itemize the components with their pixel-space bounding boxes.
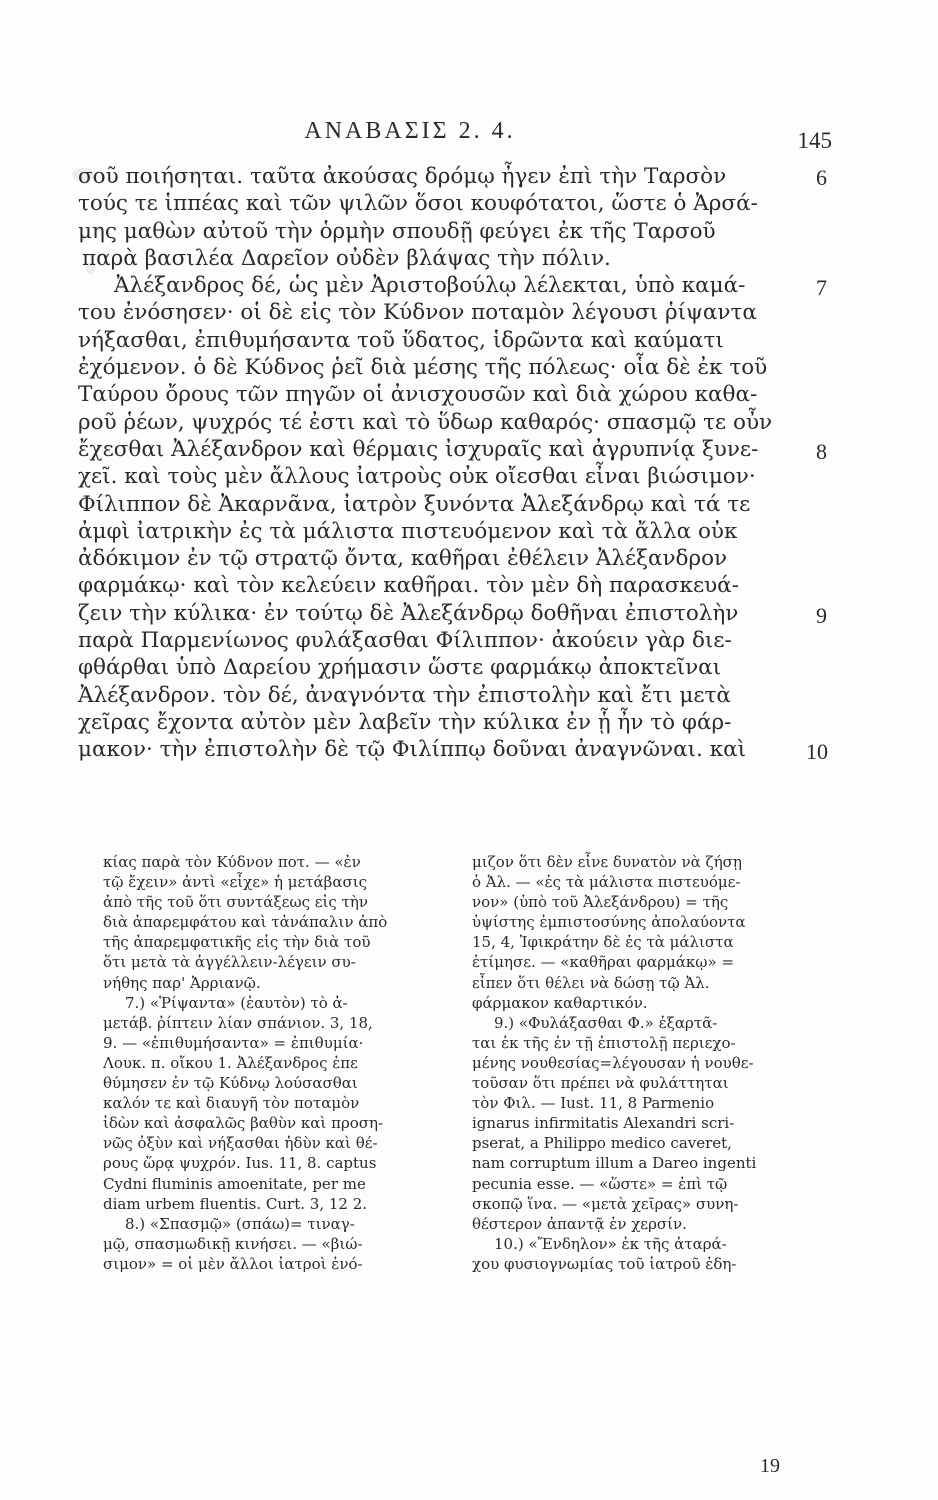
main-text-line: σοῦ ποιήσηται. ταῦτα ἀκούσας δρόμῳ ἦγεν ἐπὶ τὴν Ταρσὸν [78, 164, 727, 189]
running-title: ΑΝΑΒΑΣΙΣ 2. 4. [304, 118, 516, 144]
footnote-line: φάρμακον καθαρτικόν. [472, 993, 648, 1012]
footnote-line: σκοπῷ ἵνα. — «μετὰ χεῖρας» συνη- [472, 1194, 739, 1213]
main-text-block [78, 163, 784, 764]
footnote-line: νον» (ὑπὸ τοῦ Ἀλεξάνδρου) = τῆς [472, 893, 729, 912]
footnote-line: Λουκ. π. οἴκου 1. Ἀλέξανδρος ἐπε [103, 1053, 358, 1072]
footnote-line: ὅτι μετὰ τὰ ἀγγέλλειν-λέγειν συ- [103, 953, 356, 972]
footnote-line: μένης νουθεσίας=λέγουσαν ἡ νουθε- [472, 1053, 754, 1072]
printer-signature-mark: 19 [760, 1455, 780, 1477]
section-number: 7 [816, 275, 827, 300]
main-text-line: ἔχεσθαι Ἀλέξανδρον καὶ θέρμαις ἰσχυραῖς καὶ ἀγρυπνίᾳ ξυνε- [78, 436, 759, 462]
footnote-line: τὸν Φιλ. — Iust. 11, 8 Parmenio [472, 1094, 715, 1113]
footnote-line: διὰ ἀπαρεμφάτου καὶ τἀνάπαλιν ἀπὸ [103, 913, 388, 932]
footnote-line: ignarus infirmitatis Alexandri scri- [472, 1114, 735, 1133]
main-text-line: τούς τε ἱππέας καὶ τῶν ψιλῶν ὅσοι κουφότατοι, ὥστε ὁ Ἀρσά- [78, 191, 758, 217]
page-number: 145 [797, 128, 832, 153]
footnote-line: σιμον» = οἱ μὲν ἄλλοι ἰατροὶ ἐνό- [103, 1254, 363, 1273]
main-text-line: Ταύρου ὄρους τῶν πηγῶν οἱ ἀνισχουσῶν καὶ διὰ χώρου καθα- [78, 382, 758, 408]
footnote-line: θέστερον ἀπαντᾷ ἐν χερσίν. [472, 1214, 687, 1233]
footnote-line: 10.) «Ἔνδηλον» ἐκ τῆς ἀταρά- [494, 1234, 727, 1253]
main-text-line: Ἀλέξανδρος δέ, ὡς μὲν Ἀριστοβούλῳ λέλεκται, ὑπὸ καμά- [114, 273, 746, 299]
main-text-line: παρὰ βασιλέα Δαρεῖον οὐδὲν βλάψας τὴν πόλιν. [82, 245, 611, 271]
main-text-line: Φίλιππον δὲ Ἀκαρνᾶνα, ἰατρὸν ξυνόντα Ἀλεξάνδρῳ καὶ τά τε [78, 491, 751, 517]
footnote-line: ὁ Ἀλ. — «ἐς τὰ μάλιστα πιστευόμε- [472, 873, 741, 892]
main-text-line: του ἐνόσησεν· οἱ δὲ εἰς τὸν Κύδνον ποταμὸν λέγουσι ῥίψαντα [78, 300, 757, 326]
footnote-line: ται ἐκ τῆς ἐν τῇ ἐπιστολῇ περιεχο- [472, 1033, 736, 1052]
main-text-line: μης μαθὼν αὐτοῦ τὴν ὁρμὴν σπουδῇ φεύγει ἐκ τῆς Ταρσοῦ [78, 218, 716, 244]
footnote-line: χου φυσιογνωμίας τοῦ ἰατροῦ ἐδη- [472, 1254, 737, 1273]
footnote-line: νῶς ὀξὺν καὶ νήξασθαι ἡδὺν καὶ θέ- [103, 1134, 378, 1153]
main-text-line: χεῖ. καὶ τοὺς μὲν ἄλλους ἰατροὺς οὐκ οἴεσθαι εἶναι βιώσιμον· [78, 464, 756, 490]
footnote-line: 9. — «ἐπιθυμήσαντα» = ἐπιθυμία· [103, 1033, 364, 1052]
main-text-line: Ἀλέξανδρον. τὸν δέ, ἀναγνόντα τὴν ἐπιστολὴν καὶ ἔτι μετὰ [78, 682, 731, 708]
section-number: 6 [816, 165, 827, 190]
footnote-line: 15, 4, Ἰφικράτην δὲ ἐς τὰ μάλιστα [472, 933, 734, 952]
footnote-line: Cydni fluminis amoenitate, per me [103, 1174, 366, 1193]
section-number: 10 [806, 739, 828, 764]
footnote-line: ἰδὼν καὶ ἀσφαλῶς βαθὺν καὶ προση- [103, 1114, 384, 1133]
section-number: 9 [816, 603, 827, 628]
footnote-line: τῆς ἀπαρεμφατικῆς εἰς τὴν διὰ τοῦ [103, 933, 371, 952]
footnote-line: ἐτίμησε. — «καθῆραι φαρμάκῳ» = [472, 953, 735, 972]
footnote-line: ὑψίστης ἐμπιστοσύνης ἀπολαύοντα [472, 913, 746, 932]
main-text-line: ἀδόκιμον ἐν τῷ στρατῷ ὄντα, καθῆραι ἐθέλειν Ἀλέξανδρον [78, 546, 728, 572]
page-header [110, 118, 832, 158]
footnotes-right-column [472, 852, 782, 1274]
footnote-line: diam urbem fluentis. Curt. 3, 12 2. [103, 1194, 368, 1213]
footnote-line: 9.) «Φυλάξασθαι Φ.» ἐξαρτᾶ- [494, 1013, 718, 1032]
footnote-line: εἶπεν ὅτι θέλει νὰ δώσῃ τῷ Ἀλ. [472, 973, 710, 992]
footnotes-left-column [103, 852, 403, 1274]
main-text-line: ροῦ ῥέων, ψυχρός τέ ἐστι καὶ τὸ ὕδωρ καθαρός· σπασμῷ τε οὖν [78, 409, 773, 435]
footnote-line: καλόν τε καὶ διαυγῆ τὸν ποταμὸν [103, 1094, 360, 1113]
main-text-line: χεῖρας ἔχοντα αὐτὸν μὲν λαβεῖν τὴν κύλικα ἐν ᾗ ἦν τὸ φάρ- [78, 709, 732, 735]
footnote-line: 7.) «Ῥίψαντα» (ἑαυτὸν) τὸ ἀ- [125, 993, 348, 1012]
footnote-line: κίας παρὰ τὸν Κύδνον ποτ. — «ἐν [103, 853, 361, 871]
footnote-line: νήθης παρ' Ἀρριανῷ. [103, 973, 261, 992]
footnote-line: μῷ, σπασμωδικῇ κινήσει. — «βιώ- [103, 1234, 363, 1253]
footnote-line: τῷ ἔχειν» ἀντὶ «εἶχε» ἡ μετάβασις [103, 873, 368, 892]
footnote-line: τοῦσαν ὅτι πρέπει νὰ φυλάττηται [472, 1074, 729, 1093]
main-text-line: ἀμφὶ ἰατρικὴν ἐς τὰ μάλιστα πιστευόμενον καὶ τὰ ἄλλα οὐκ [78, 518, 738, 544]
main-text-line: ζειν τὴν κύλικα· ἐν τούτῳ δὲ Ἀλεξάνδρῳ δοθῆναι ἐπιστολὴν [78, 600, 739, 626]
footnote-line: pecunia esse. — «ὥστε» = ἐπὶ τῷ [472, 1174, 728, 1193]
footnote-line: μετάβ. ῥίπτειν λίαν σπάνιον. 3, 18, [103, 1013, 373, 1032]
footnote-line: pserat, a Philippo medico caveret, [472, 1134, 732, 1153]
main-text-line: παρὰ Παρμενίωνος φυλάξασθαι Φίλιππον· ἀκούειν γὰρ διε- [78, 628, 732, 654]
footnote-line: θύμησεν ἐν τῷ Κύδνῳ λούσασθαι [103, 1074, 358, 1093]
main-text-line: φθάρθαι ὑπὸ Δαρείου χρήμασιν ὥστε φαρμάκῳ ἀποκτεῖναι [78, 655, 722, 681]
section-number: 8 [816, 439, 827, 464]
main-text-line: ἐχόμενον. ὁ δὲ Κύδνος ῥεῖ διὰ μέσης τῆς πόλεως· οἷα δὲ ἐκ τοῦ [78, 355, 768, 381]
footnote-line: ρους ὥρᾳ ψυχρόν. Ius. 11, 8. captus [103, 1154, 377, 1173]
footnote-line: μιζον ὅτι δὲν εἶνε δυνατὸν νὰ ζήσῃ [472, 853, 742, 871]
footnote-line: 8.) «Σπασμῷ» (σπάω)= τιναγ- [125, 1214, 355, 1233]
main-text-line: νήξασθαι, ἐπιθυμήσαντα τοῦ ὕδατος, ἱδρῶντα καὶ καύματι [78, 327, 724, 353]
main-text-line: μακον· τὴν ἐπιστολὴν δὲ τῷ Φιλίππῳ δοῦναι ἀναγνῶναι. καὶ [78, 737, 747, 763]
main-text-line: φαρμάκῳ· καὶ τὸν κελεύειν καθῆραι. τὸν μὲν δὴ παρασκευά- [78, 573, 739, 599]
footnote-line: ἀπὸ τῆς τοῦ ὅτι συντάξεως εἰς τὴν [103, 893, 368, 912]
footnote-line: nam corruptum illum a Dareo ingenti [472, 1154, 757, 1173]
